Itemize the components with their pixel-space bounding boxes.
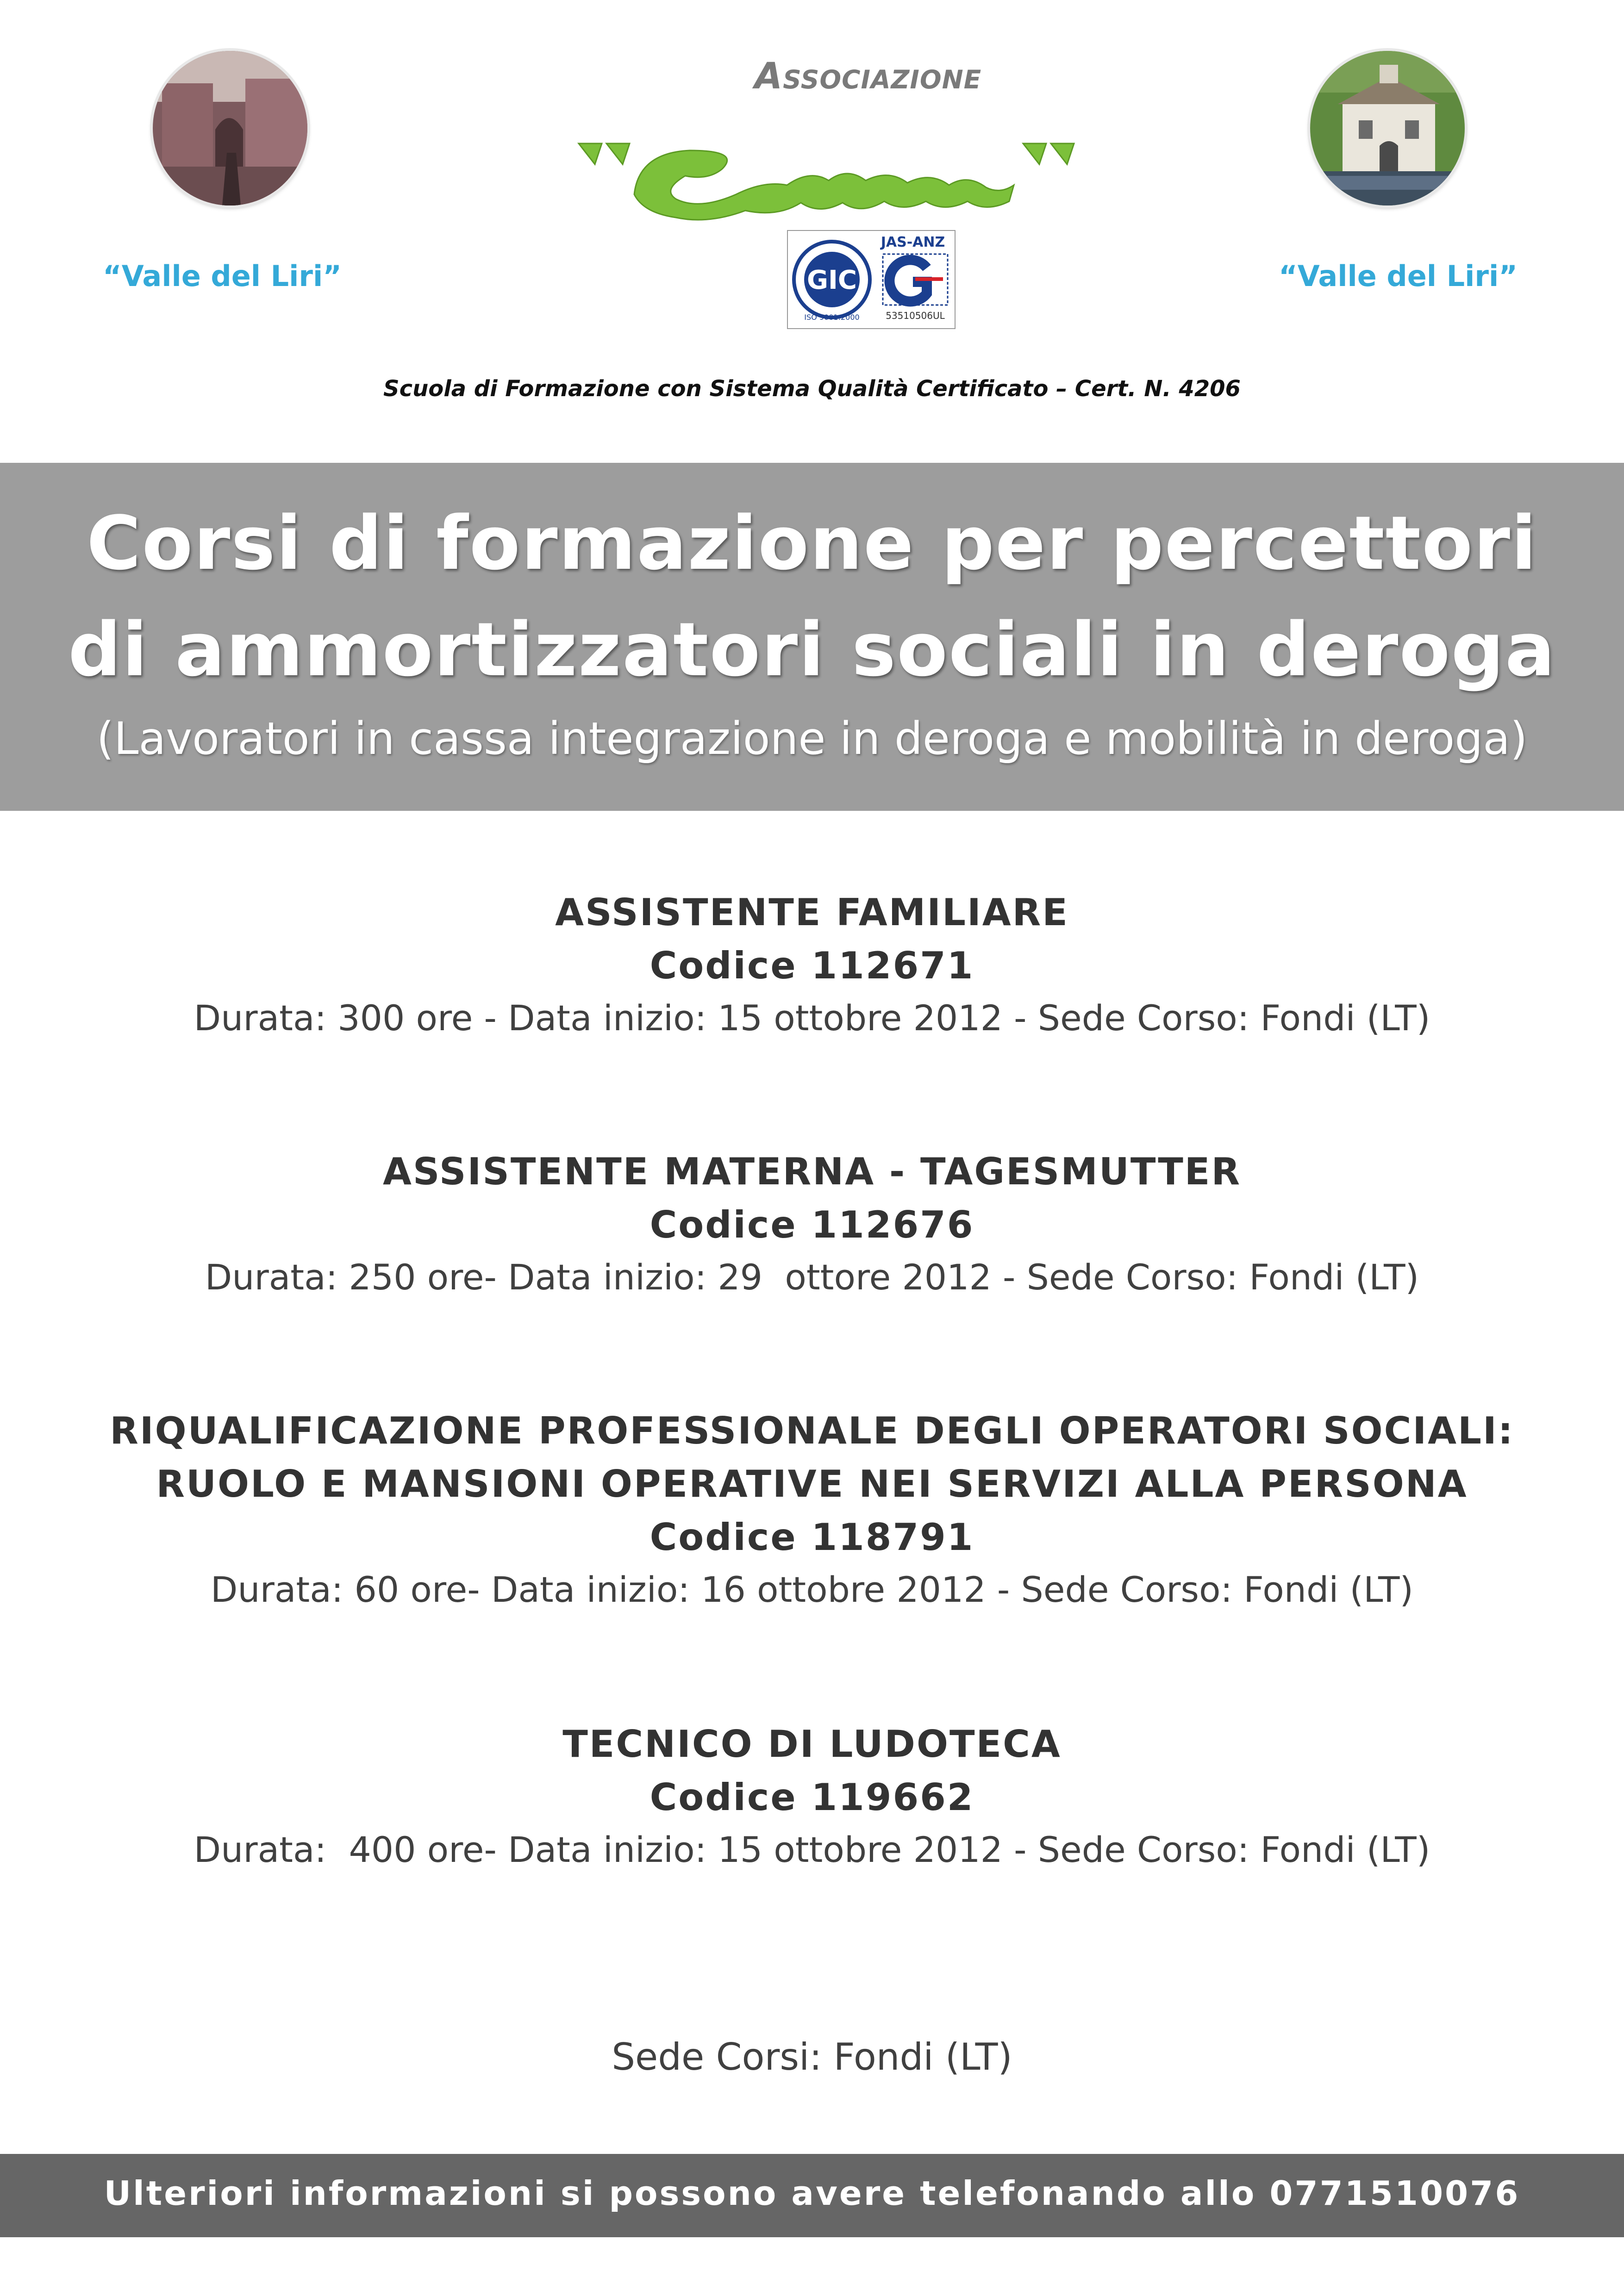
course-title-line-2: RUOLO E MANSIONI OPERATIVE NEI SERVIZI ALLA PERSONA [156, 1462, 1468, 1506]
association-label-text: Associazione [754, 56, 982, 97]
course-info: Durata: 300 ore - Data inizio: 15 ottobre 2012 - Sede Corso: Fondi (LT) [194, 997, 1430, 1039]
banner-title-line-1: Corsi di formazione per percettori [87, 500, 1537, 586]
right-caption: “Valle del Liri” [1279, 259, 1518, 293]
right-header-photo [1310, 51, 1465, 205]
sapienza-logo [569, 125, 1079, 227]
gic-logo-text: GIC [807, 265, 857, 295]
course-code: Codice 112671 [650, 944, 974, 987]
course-code: Codice 119662 [650, 1776, 974, 1819]
course-info: Durata: 60 ore- Data inizio: 16 ottobre 2012 - Sede Corso: Fondi (LT) [210, 1569, 1414, 1610]
course-info: Durata: 250 ore- Data inizio: 29 ottore 2012 - Sede Corso: Fondi (LT) [205, 1257, 1419, 1298]
iso-ring-text: ISO 9001:2000 [804, 313, 860, 322]
course-title: ASSISTENTE MATERNA - TAGESMUTTER [382, 1150, 1242, 1193]
certification-logo [787, 230, 956, 329]
course-title-line-1: RIQUALIFICAZIONE PROFESSIONALE DEGLI OPERATORI SOCIALI: [110, 1409, 1514, 1452]
course-title: TECNICO DI LUDOTECA [562, 1723, 1062, 1766]
left-header-photo [153, 51, 307, 205]
course-code: Codice 112676 [650, 1203, 974, 1246]
left-caption: “Valle del Liri” [103, 259, 342, 293]
course-code: Codice 118791 [650, 1516, 974, 1559]
course-info: Durata: 400 ore- Data inizio: 15 ottobre 2012 - Sede Corso: Fondi (LT) [194, 1829, 1430, 1870]
footer-contact-text: Ulteriori informazioni si possono avere telefonando allo 0771510076 [104, 2174, 1520, 2213]
banner-subtitle: (Lavoratori in cassa integrazione in deroga e mobilità in deroga) [96, 713, 1528, 765]
tagline: Scuola di Formazione con Sistema Qualità Certificato – Cert. N. 4206 [383, 376, 1241, 402]
association-label [648, 56, 1088, 97]
course-title: ASSISTENTE FAMILIARE [555, 891, 1069, 934]
jas-anz-text: JAS-ANZ [881, 234, 945, 250]
courses-location: Sede Corsi: Fondi (LT) [612, 2035, 1012, 2078]
banner-title-line-2: di ammortizzatori sociali in deroga [68, 606, 1556, 693]
cert-number-text: 53510506UL [886, 310, 945, 321]
